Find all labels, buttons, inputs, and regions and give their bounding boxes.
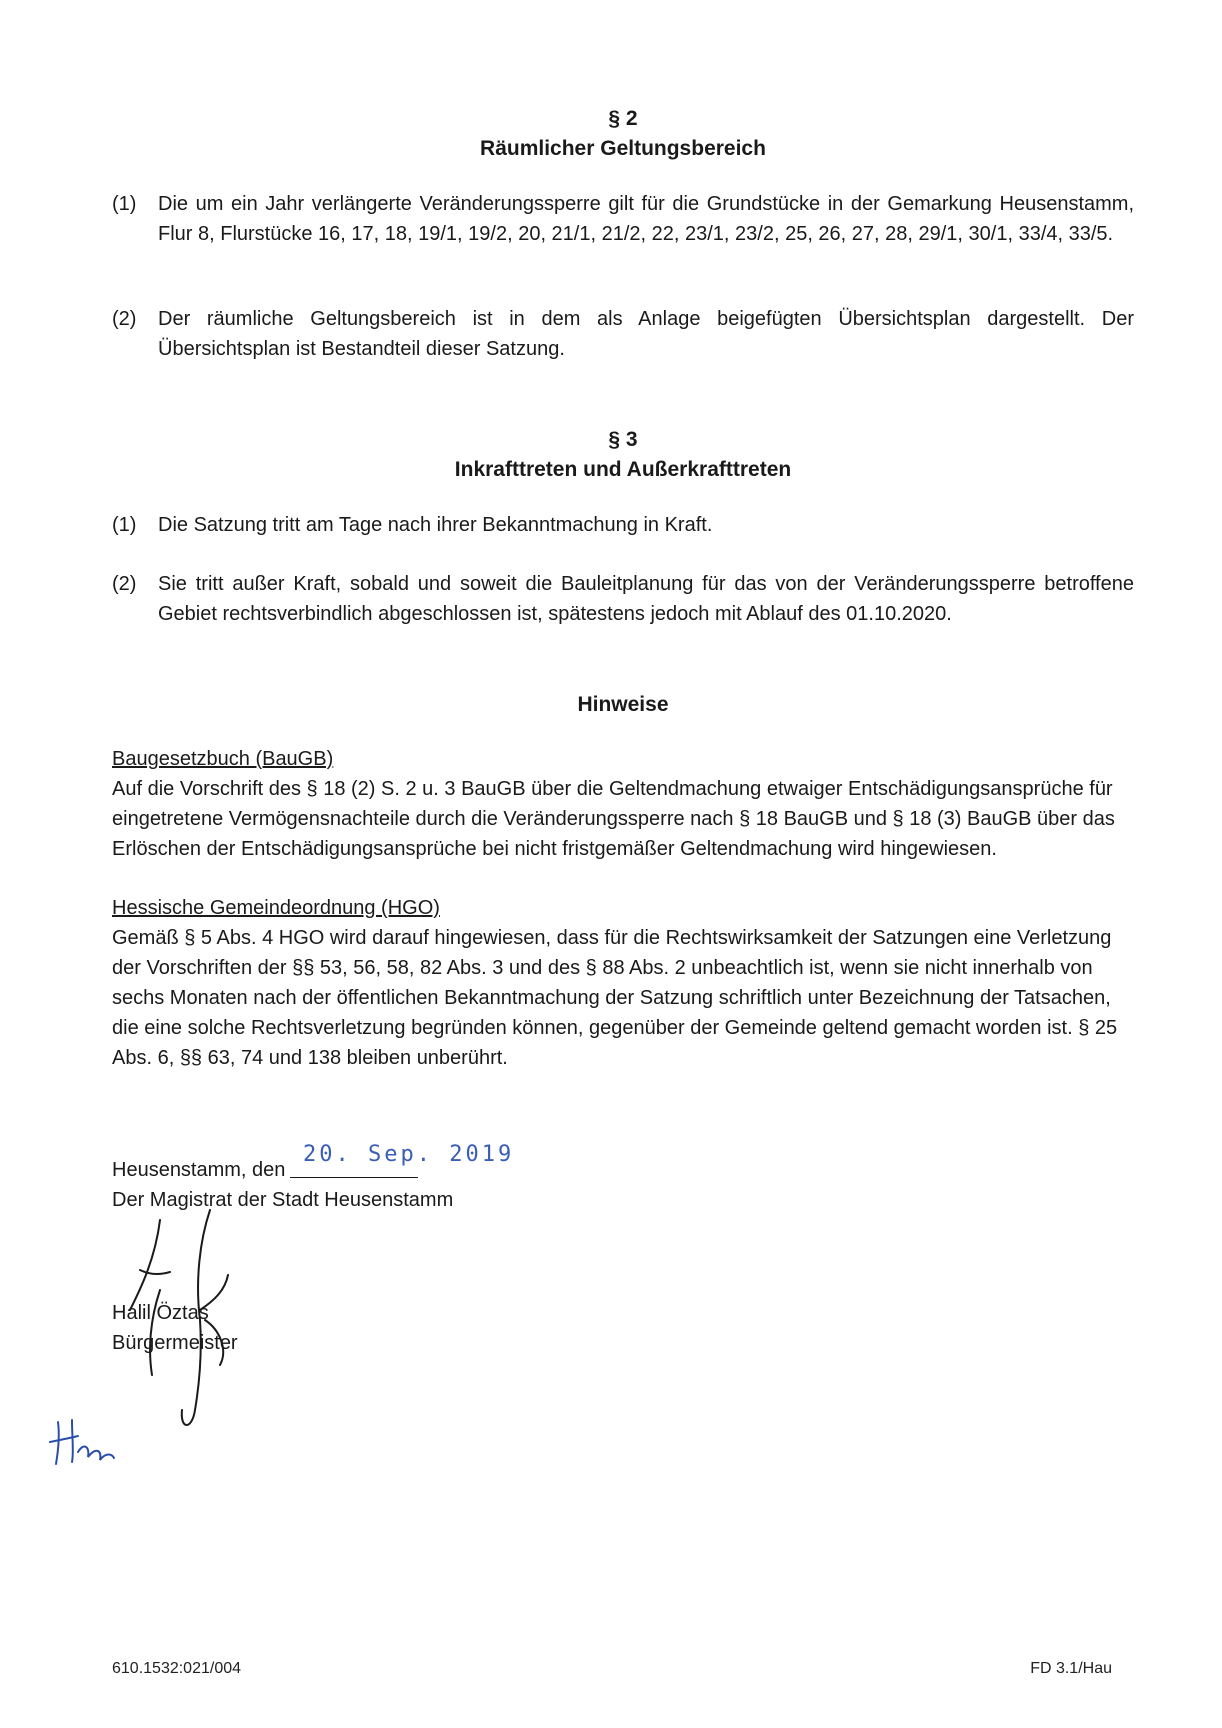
hinweis-text: Gemäß § 5 Abs. 4 HGO wird darauf hingewiesen, dass für die Rechtswirksamkeit der Satzungen eine Verletzung der Vorschriften der §§ 53, 56, 58, 82 Abs. 3 und des § 88 Abs. 2 unbeachtlich ist, wenn sie nicht innerhalb von sechs Monaten nach der öffentlichen Bekanntmachung der Satzung schriftlich unter Bezeichnung der Tatsachen, die eine solche Rechtsverletzung begründen können, gegenüber der Gemeinde geltend gemacht worden ist. § 25 Abs. 6, §§ 63, 74 und 138 bleiben unberührt. [112,927,1118,1069]
paragraph-text: Der räumliche Geltungsbereich ist in dem als Anlage beigefügten Übersichtsplan dargestellt. Der Übersichtsplan ist Bestandteil dieser Satzung. [158,308,1134,360]
paragraph-text: Die Satzung tritt am Tage nach ihrer Bekanntmachung in Kraft. [158,514,713,536]
date-stamp: 20. Sep. 2019 [303,1142,515,1167]
paragraph-number: (1) [112,514,137,536]
authority-line: Der Magistrat der Stadt Heusenstamm [112,1189,454,1211]
handwritten-signature [100,1200,300,1440]
paragraph-number: (2) [112,573,137,595]
section-3-title: Inkrafttreten und Außerkrafttreten [454,458,792,481]
signatory-role: Bürgermeister [112,1332,238,1354]
footer-department: FD 3.1/Hau [1030,1660,1112,1677]
paragraph-text: Sie tritt außer Kraft, sobald und soweit die Bauleitplanung für das von der Veränderungssperre betroffene Gebiet rechtsverbindlich abgeschlossen ist, spätestens jedoch mit Ablauf des 01.10.2020. [158,573,1134,625]
paragraph-text: Die um ein Jahr verlängerte Veränderungssperre gilt für die Grundstücke in der Gemarkung Heusenstamm, Flur 8, Flurstücke 16, 17, 18, 19/1, 19/2, 20, 21/1, 21/2, 22, 23/1, 23/2, 25, 26, 27, 28, 29/1, 30/1, 33/4, 33/5. [158,193,1134,245]
section-2-title: Räumlicher Geltungsbereich [480,137,766,160]
hinweis-title: Baugesetzbuch (BauGB) [112,748,334,770]
place-date-label: Heusenstamm, den [112,1159,286,1181]
section-2-paragraph-2 [112,304,1134,364]
date-line [290,1177,418,1178]
signatory-name: Halil Öztas [112,1302,209,1324]
hinweis-baugb [112,744,1134,864]
paragraph-number: (1) [112,193,137,215]
hinweise-title: Hinweise [577,693,669,716]
section-3-paragraph-1 [112,510,1134,540]
section-2-paragraph-1 [112,189,1134,249]
paragraph-number: (2) [112,308,137,330]
handwritten-initials [48,1412,138,1472]
section-3-paragraph-2 [112,569,1134,629]
hinweis-hgo [112,893,1134,1073]
hinweis-text: Auf die Vorschrift des § 18 (2) S. 2 u. 3 BauGB über die Geltendmachung etwaiger Entschädigungsansprüche für eingetretene Vermögensnachteile durch die Veränderungssperre nach § 18 BauGB und § 18 (3) BauGB über das Erlöschen der Entschädigungsansprüche bei nicht fristgemäßer Geltendmachung wird hingewiesen. [112,778,1115,860]
section-2-number: § 2 [608,107,638,130]
section-3-number: § 3 [608,428,638,451]
hinweis-title: Hessische Gemeindeordnung (HGO) [112,897,440,919]
footer-reference: 610.1532:021/004 [112,1660,242,1677]
